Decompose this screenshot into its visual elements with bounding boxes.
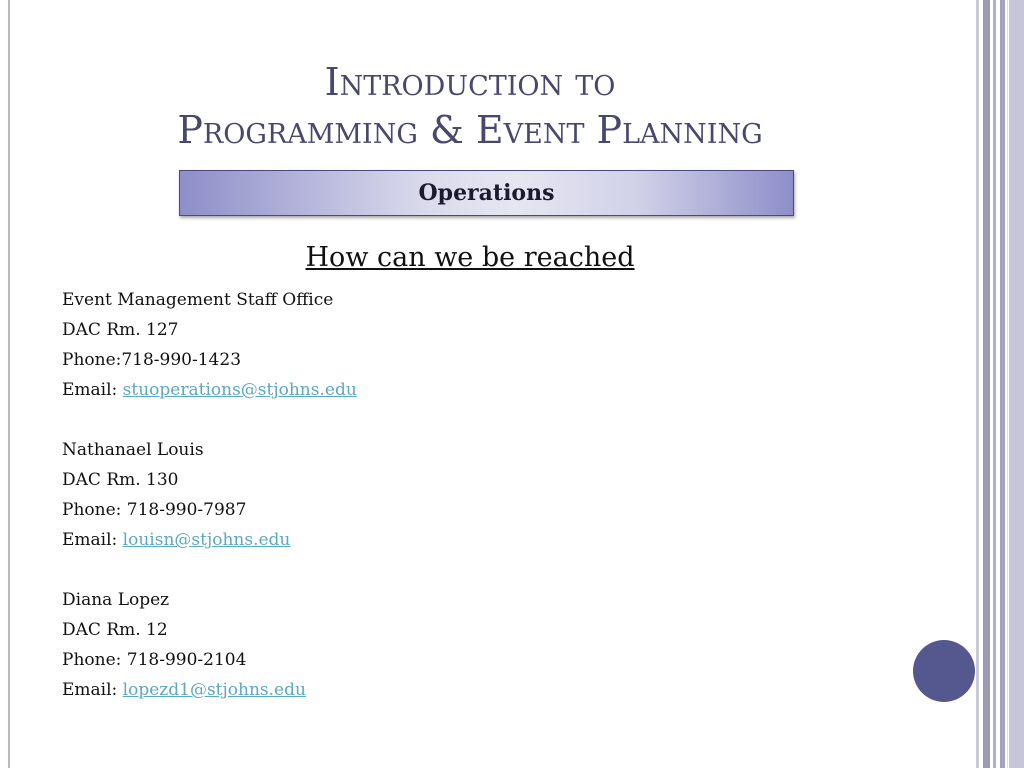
contact-room: DAC Rm. 130 [62, 470, 179, 490]
contact-name: Event Management Staff Office [62, 290, 334, 310]
right-border-stripe [1000, 0, 1005, 768]
contact-name: Nathanael Louis [62, 440, 204, 460]
contact-name: Diana Lopez [62, 590, 170, 610]
slide-title-line1: Introduction to [324, 60, 616, 104]
contact-email-row [62, 678, 357, 708]
contact-room: DAC Rm. 12 [62, 620, 168, 640]
contact-phone: Phone: 718-990-2104 [62, 650, 247, 670]
email-label: Email: [62, 530, 123, 550]
spacer [62, 558, 357, 588]
email-label: Email: [62, 380, 123, 400]
right-border-stripe [983, 0, 990, 768]
contact-list [62, 288, 357, 708]
slide-title-line2: Programming & Event Planning [177, 108, 763, 152]
section-heading: How can we be reached [305, 242, 635, 273]
spacer [62, 408, 357, 438]
right-border-stripe [993, 0, 996, 768]
email-link[interactable]: louisn@stjohns.edu [122, 530, 291, 550]
email-link[interactable]: stuoperations@stjohns.edu [122, 380, 357, 400]
contact-phone: Phone: 718-990-7987 [62, 500, 247, 520]
banner-label: Operations [418, 180, 555, 206]
section-banner [179, 170, 794, 216]
right-border-stripe [976, 0, 979, 768]
contact-email-row [62, 528, 357, 558]
right-border-stripe [1007, 0, 1008, 768]
contact-room: DAC Rm. 127 [62, 320, 179, 340]
contact-phone: Phone:718-990-1423 [62, 350, 242, 370]
right-border-stripe [1009, 0, 1024, 768]
email-link[interactable]: lopezd1@stjohns.edu [122, 680, 306, 700]
contact-email-row [62, 378, 357, 408]
slide-title [0, 58, 940, 154]
decorative-circle [913, 640, 975, 702]
email-label: Email: [62, 680, 123, 700]
